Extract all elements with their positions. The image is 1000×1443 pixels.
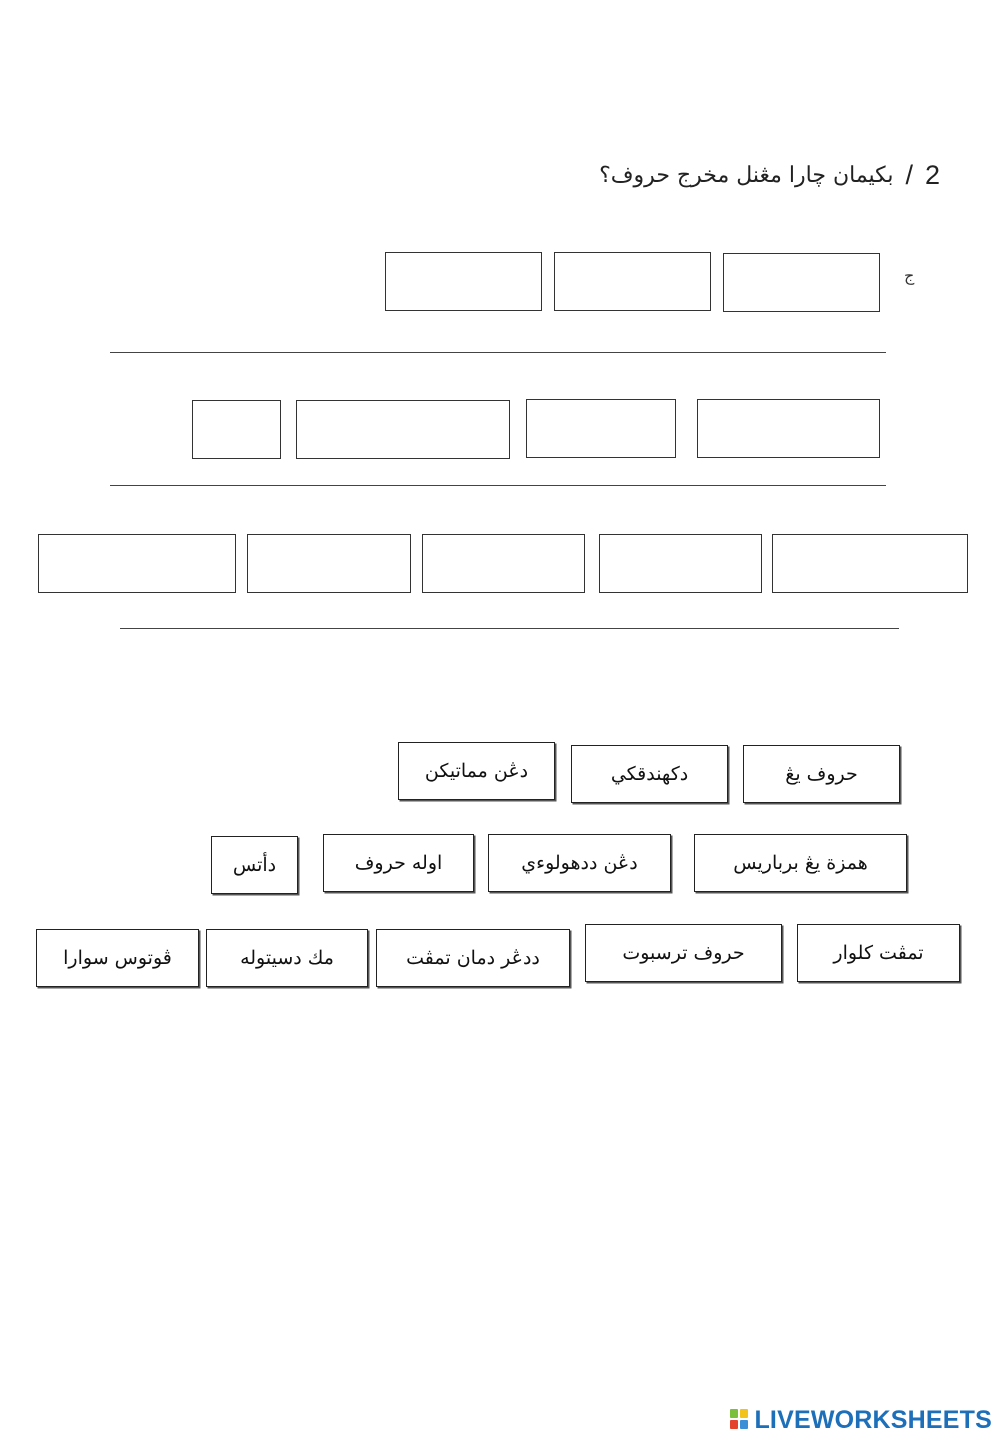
word-chip[interactable]: ددڠر دمان تمڤت xyxy=(376,929,570,987)
word-chip[interactable]: همزة يڠ برباريس xyxy=(694,834,907,892)
drop-slot[interactable] xyxy=(723,253,880,312)
liveworksheets-logo-text: LIVEWORKSHEETS xyxy=(754,1405,992,1434)
drop-slot[interactable] xyxy=(192,400,281,459)
answer-label: ج xyxy=(904,266,915,285)
question-heading xyxy=(560,152,940,198)
word-chip[interactable]: دكهندقكي xyxy=(571,745,728,803)
word-chip[interactable]: دڠن ددهولوءي xyxy=(488,834,671,892)
word-chip[interactable]: دڠن مماتيكن xyxy=(398,742,555,800)
question-text: بكيمان چارا مڠنل مخرج حروف؟ xyxy=(599,162,894,188)
word-chip[interactable]: تمڤت كلوار xyxy=(797,924,960,982)
answer-line xyxy=(120,628,899,629)
answer-line xyxy=(110,352,886,353)
liveworksheets-logo xyxy=(730,1405,992,1435)
liveworksheets-logo-icon xyxy=(730,1409,750,1431)
drop-slot[interactable] xyxy=(247,534,411,593)
drop-slot[interactable] xyxy=(385,252,542,311)
word-chip[interactable]: مك دسيتوله xyxy=(206,929,368,987)
drop-slot[interactable] xyxy=(526,399,676,458)
drop-slot[interactable] xyxy=(599,534,762,593)
drop-slot[interactable] xyxy=(38,534,236,593)
question-number: 2 xyxy=(924,159,940,190)
drop-slot[interactable] xyxy=(697,399,880,458)
question-slash: / xyxy=(905,159,913,190)
word-chip[interactable]: حروف ترسبوت xyxy=(585,924,782,982)
word-chip[interactable]: حروف يڠ xyxy=(743,745,900,803)
word-chip[interactable]: ڤوتوس سوارا xyxy=(36,929,199,987)
drop-slot[interactable] xyxy=(422,534,585,593)
drop-slot[interactable] xyxy=(554,252,711,311)
answer-line xyxy=(110,485,886,486)
drop-slot[interactable] xyxy=(296,400,510,459)
drop-slot[interactable] xyxy=(772,534,968,593)
word-chip[interactable]: دأتس xyxy=(211,836,298,894)
word-chip[interactable]: اوله حروف xyxy=(323,834,474,892)
